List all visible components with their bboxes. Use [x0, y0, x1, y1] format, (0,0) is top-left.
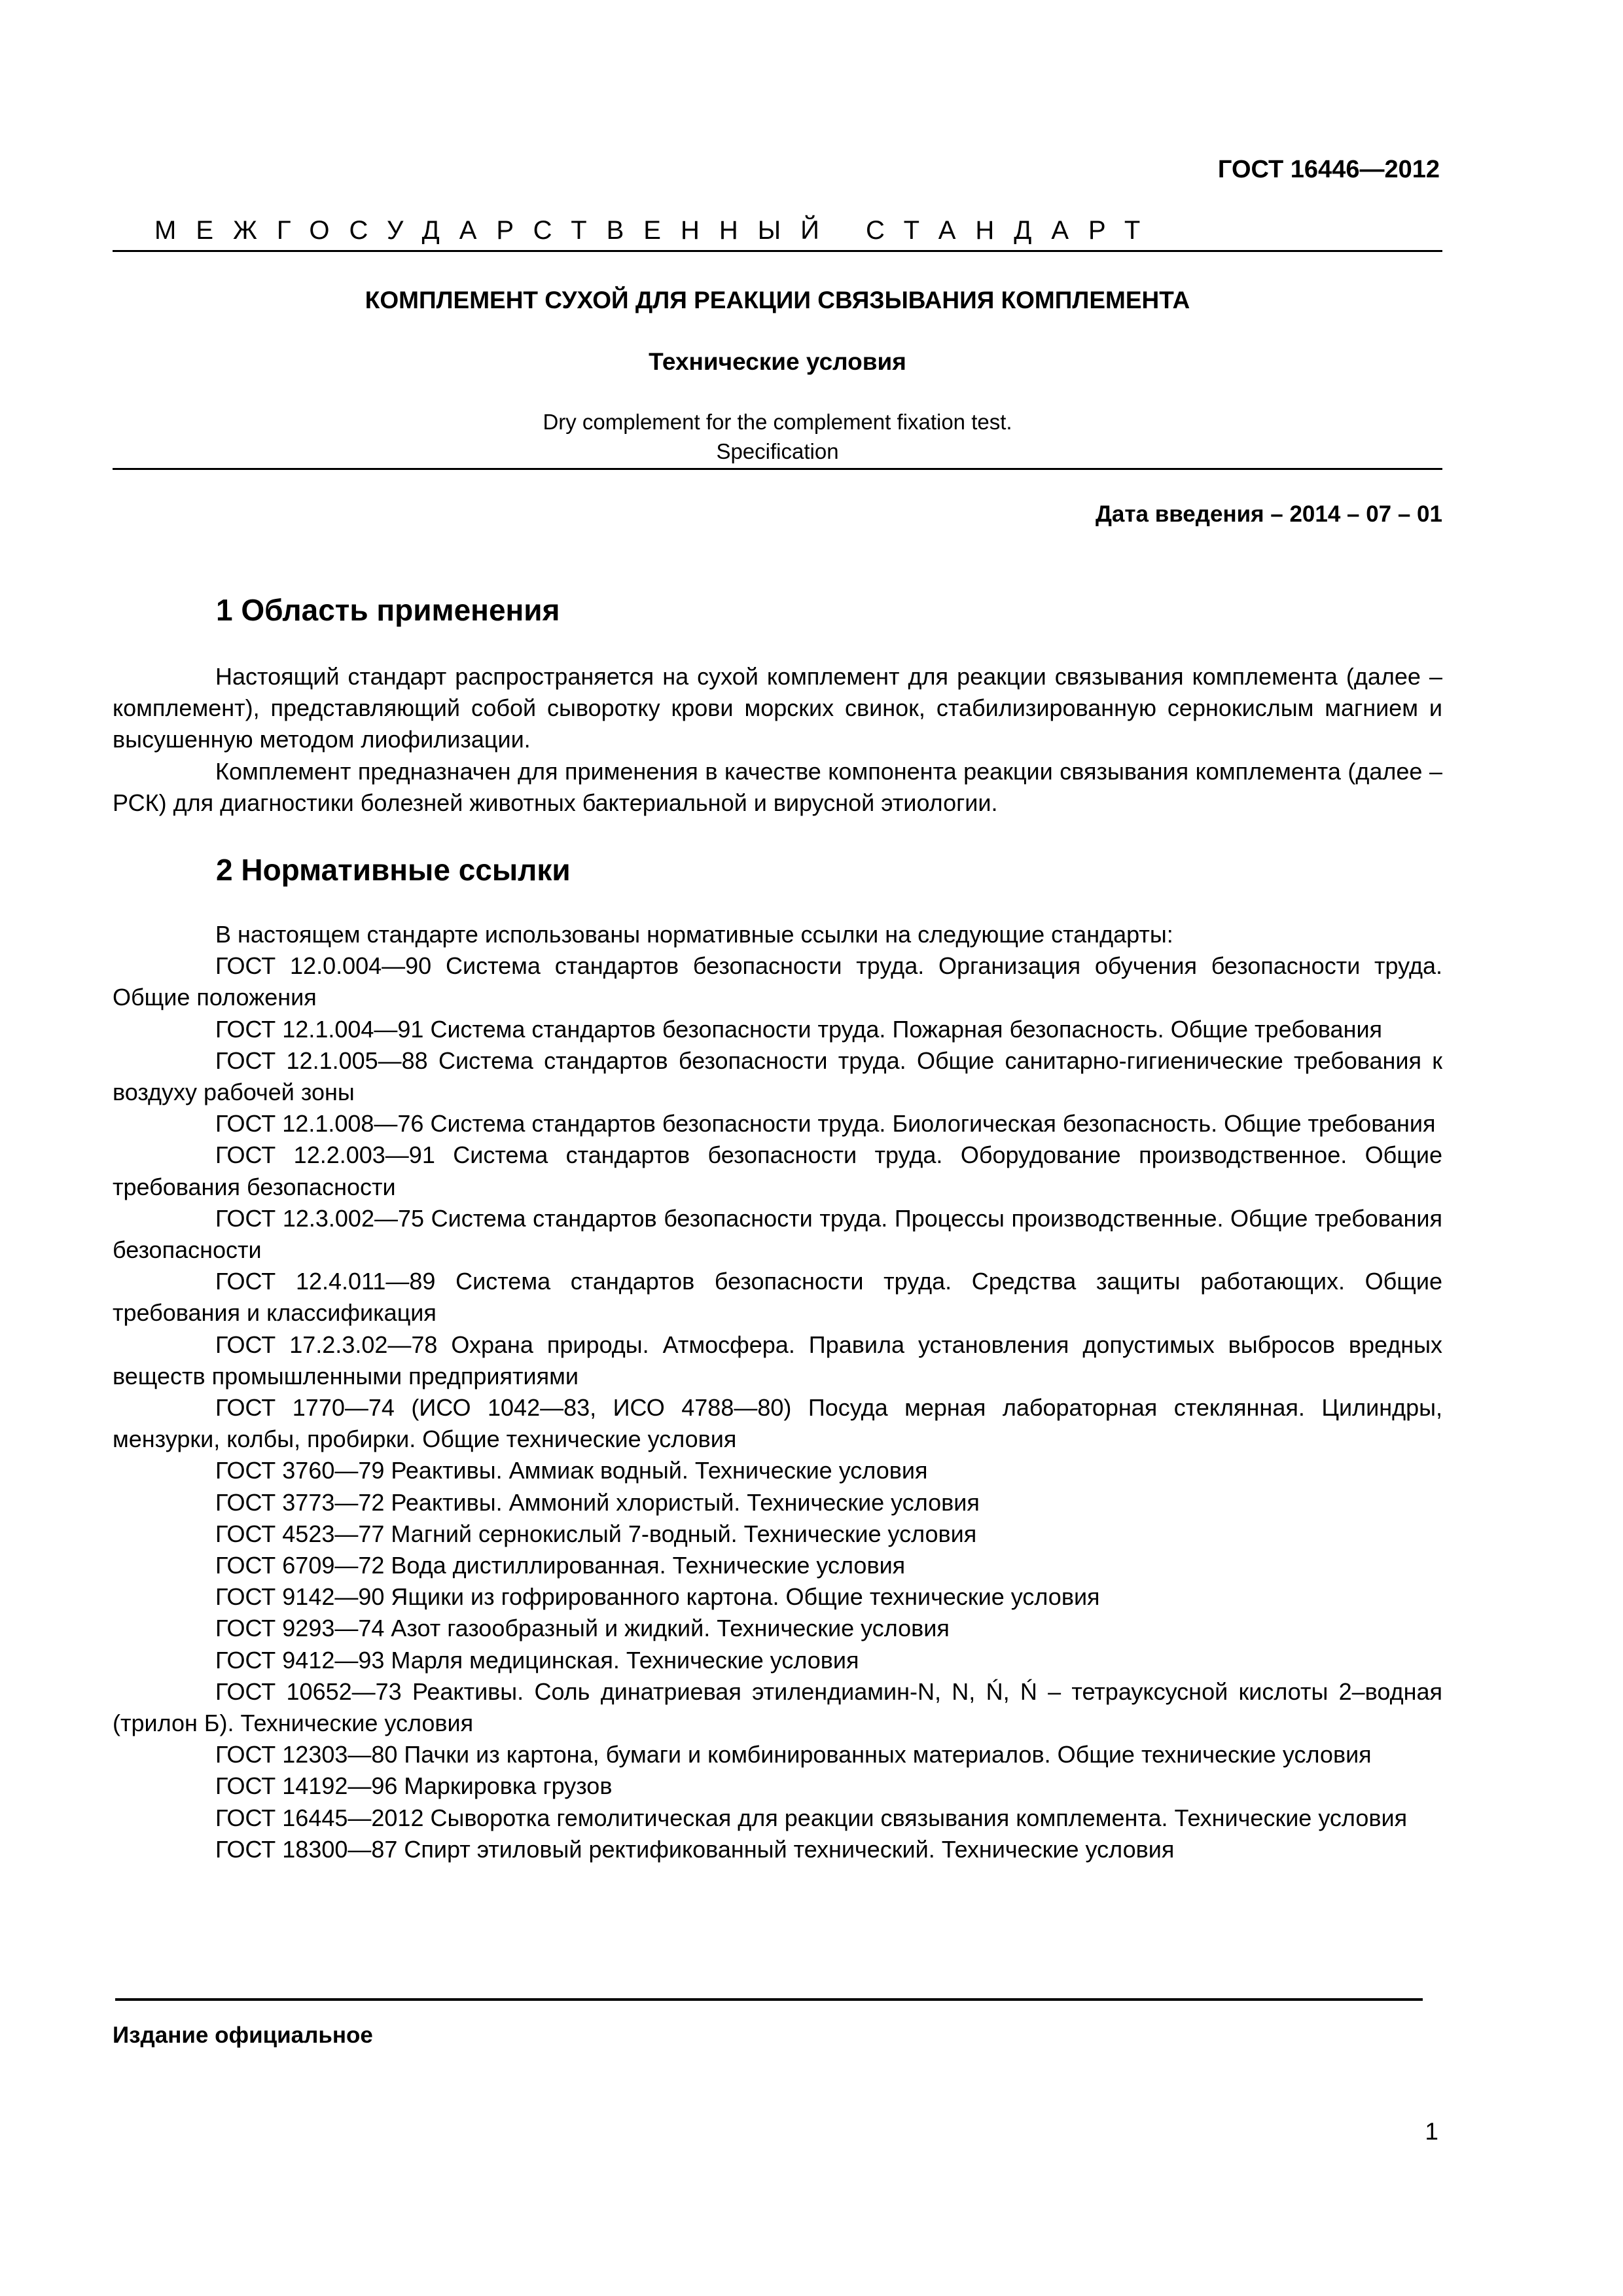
header-divider: [113, 250, 1442, 252]
section-1-body: [113, 661, 1442, 819]
reference-item: ГОСТ 12303—80 Пачки из картона, бумаги и комбинированных материалов. Общие технические условия: [215, 1741, 1372, 1768]
english-title-line-1: Dry complement for the complement fixation test.: [543, 410, 1012, 434]
reference-item: ГОСТ 3760—79 Реактивы. Аммиак водный. Технические условия: [215, 1457, 928, 1484]
english-title-line-2: Specification: [716, 439, 839, 463]
reference-item: ГОСТ 12.2.003—91 Система стандартов безопасности труда. Оборудование производственное. Общие требования безопасности: [113, 1141, 1442, 1200]
page-number: 1: [1425, 2118, 1438, 2145]
document-subtitle: Технические условия: [649, 348, 906, 375]
introduction-date: Дата введения – 2014 – 07 – 01: [1096, 501, 1442, 527]
official-edition-label: Издание официальное: [113, 2022, 373, 2048]
gost-code: ГОСТ 16446—2012: [1217, 156, 1440, 183]
reference-item: ГОСТ 12.1.008—76 Система стандартов безопасности труда. Биологическая безопасность. Общие требования: [215, 1110, 1436, 1138]
reference-item: ГОСТ 4523—77 Магний сернокислый 7-водный. Технические условия: [215, 1520, 977, 1547]
reference-item: ГОСТ 9142—90 Ящики из гофрированного картона. Общие технические условия: [215, 1583, 1100, 1611]
section-1-heading: 1 Область применения: [216, 593, 560, 627]
reference-item: ГОСТ 6709—72 Вода дистиллированная. Технические условия: [215, 1552, 906, 1579]
reference-item: ГОСТ 12.1.005—88 Система стандартов безопасности труда. Общие санитарно-гигиенические требования к воздуху рабочей зоны: [113, 1047, 1442, 1106]
footer-divider: [115, 1998, 1423, 2001]
references-intro: В настоящем стандарте использованы нормативные ссылки на следующие стандарты:: [215, 921, 1173, 948]
reference-item: ГОСТ 10652—73 Реактивы. Соль динатриевая этилендиамин-N, N, Ń, Ń – тетрауксусной кислоты 2–водная (трилон Б). Технические условия: [113, 1677, 1442, 1737]
paragraph: Настоящий стандарт распространяется на сухой комплемент для реакции связывания комплемента (далее – комплемент), представляющий собой сыворотку крови морских свинок, стабилизированную сернокислым магнием и высушенную методом лиофилизации.: [113, 663, 1442, 753]
english-title: [113, 407, 1442, 466]
title-divider: [113, 468, 1442, 470]
section-2-heading: 2 Нормативные ссылки: [216, 853, 571, 887]
reference-item: ГОСТ 1770—74 (ИСО 1042—83, ИСО 4788—80) Посуда мерная лабораторная стеклянная. Цилиндры, мензурки, колбы, пробирки. Общие технические условия: [113, 1394, 1442, 1453]
reference-item: ГОСТ 9293—74 Азот газообразный и жидкий. Технические условия: [215, 1615, 950, 1642]
reference-item: ГОСТ 12.1.004—91 Система стандартов безопасности труда. Пожарная безопасность. Общие требования: [215, 1015, 1383, 1043]
interstate-standard-label: МЕЖГОСУДАРСТВЕННЫЙ СТАНДАРТ: [154, 216, 1160, 245]
reference-item: ГОСТ 12.3.002—75 Система стандартов безопасности труда. Процессы производственные. Общие требования безопасности: [113, 1204, 1442, 1264]
reference-item: ГОСТ 14192—96 Маркировка грузов: [215, 1772, 613, 1800]
reference-item: ГОСТ 12.0.004—90 Система стандартов безопасности труда. Организация обучения безопасности труда. Общие положения: [113, 952, 1442, 1011]
document-title: КОМПЛЕМЕНТ СУХОЙ ДЛЯ РЕАКЦИИ СВЯЗЫВАНИЯ КОМПЛЕМЕНТА: [365, 287, 1190, 314]
reference-item: ГОСТ 18300—87 Спирт этиловый ректификованный технический. Технические условия: [215, 1835, 1175, 1863]
reference-item: ГОСТ 16445—2012 Сыворотка гемолитическая для реакции связывания комплемента. Технические условия: [215, 1804, 1408, 1831]
section-2-body: [113, 919, 1442, 1865]
reference-item: ГОСТ 17.2.3.02—78 Охрана природы. Атмосфера. Правила установления допустимых выбросов вредных веществ промышленными предприятиями: [113, 1331, 1442, 1390]
reference-item: ГОСТ 12.4.011—89 Система стандартов безопасности труда. Средства защиты работающих. Общие требования и классификация: [113, 1268, 1442, 1327]
reference-item: ГОСТ 3773—72 Реактивы. Аммоний хлористый. Технические условия: [215, 1488, 980, 1516]
paragraph: Комплемент предназначен для применения в качестве компонента реакции связывания комплемента (далее – РСК) для диагностики болезней животных бактериальной и вирусной этиологии.: [113, 757, 1442, 816]
reference-item: ГОСТ 9412—93 Марля медицинская. Технические условия: [215, 1646, 859, 1674]
